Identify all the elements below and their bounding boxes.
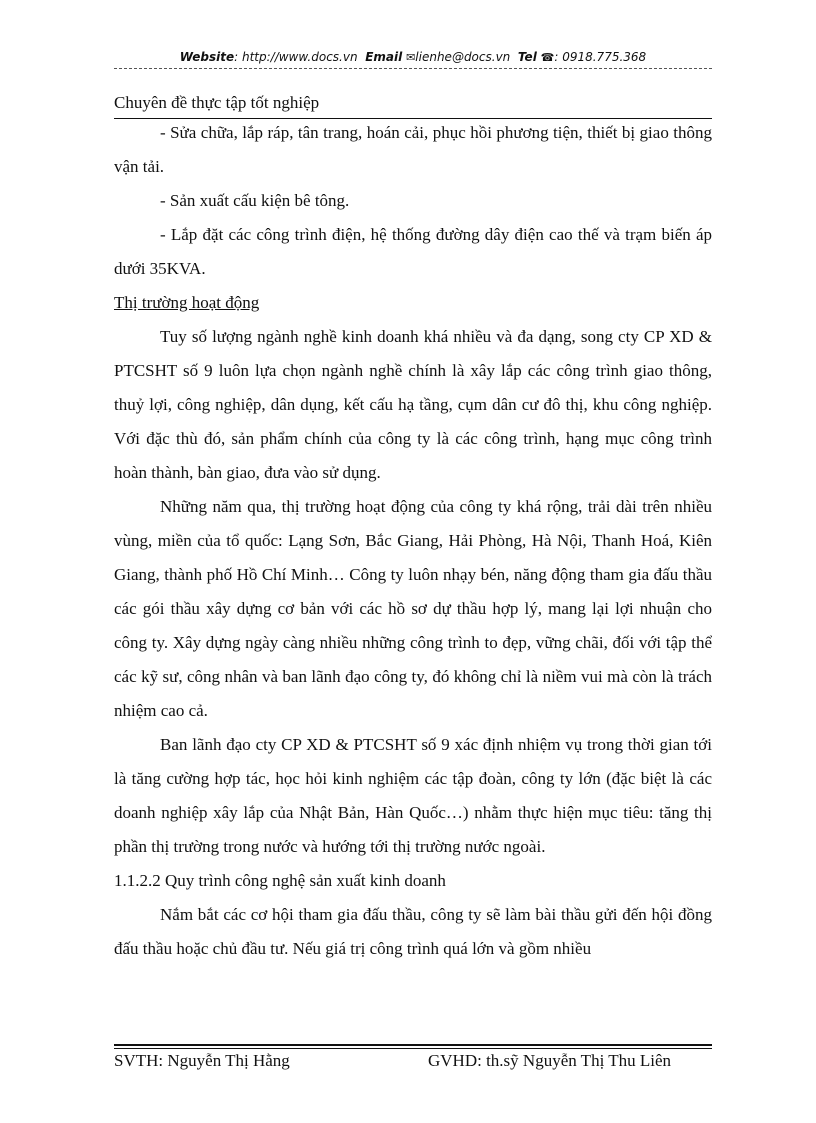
section-heading-market xyxy=(114,286,712,320)
paragraph-bidding: Nắm bắt các cơ hội tham gia đấu thầu, công ty sẽ làm bài thầu gửi đến hội đồng đấu thầu hoặc chủ đầu tư. Nếu giá trị công trình quá lớn và gồm nhiều xyxy=(114,905,712,958)
document-title: Chuyên đề thực tập tốt nghiệp xyxy=(114,93,320,112)
mailbox-icon: ✉ xyxy=(406,51,416,64)
footer-divider-thick xyxy=(114,1044,712,1046)
paragraph-bullet-electrical: - Lắp đặt các công trình điện, hệ thống đường dây điện cao thế và trạm biến áp dưới 35KVA. xyxy=(114,225,712,278)
paragraph-bullet-repair: - Sửa chữa, lắp ráp, tân trang, hoán cải, phục hồi phương tiện, thiết bị giao thông vận tải. xyxy=(114,123,712,176)
phone-icon: ☎ xyxy=(540,51,555,64)
footer-supervisor: GVHD: th.sỹ Nguyễn Thị Thu Liên xyxy=(428,1051,672,1070)
tel-label: Tel xyxy=(517,50,537,64)
website-label: Website xyxy=(179,50,235,64)
website-url[interactable]: : http://www.docs.vn xyxy=(234,50,358,64)
paragraph-leadership: Ban lãnh đạo cty CP XD & PTCSHT số 9 xác định nhiệm vụ trong thời gian tới là tăng cường hợp tác, học hỏi kinh nghiệm các tập đoàn, công ty lớn (đặc biệt là các doanh nghiệp xây lắp của Nhật Bản, Hàn Quốc…) nhằm thực hiện mục tiêu: tăng thị phần thị trường trong nước và hướng tới thị trường nước ngoài. xyxy=(114,735,712,856)
email-label: Email xyxy=(365,50,403,64)
paragraph-market-intro: Tuy số lượng ngành nghề kinh doanh khá nhiều và đa dạng, song cty CP XD & PTCSHT số 9 luôn lựa chọn ngành nghề chính là xây lắp các công trình giao thông, thuỷ lợi, công nghiệp, dân dụng, kết cấu hạ tầng, cụm dân cư đô thị, khu công nghiệp. Với đặc thù đó, sản phẩm chính của công ty là các công trình, hạng mục công trình hoàn thành, bàn giao, đưa vào sử dụng. xyxy=(114,327,712,482)
document-body xyxy=(114,116,712,966)
section-heading-process: 1.1.2.2 Quy trình công nghệ sản xuất kinh doanh xyxy=(114,871,446,890)
email-address[interactable]: lienhe@docs.vn xyxy=(415,50,511,64)
footer-divider-thin xyxy=(114,1048,712,1049)
header-divider xyxy=(114,68,712,69)
paragraph-bullet-concrete: - Sản xuất cấu kiện bê tông. xyxy=(160,191,350,210)
section-heading-market-text: Thị trường hoạt động xyxy=(114,293,260,312)
tel-number: : 0918.775.368 xyxy=(554,50,647,64)
site-header xyxy=(114,50,712,64)
paragraph-market-regions: Những năm qua, thị trường hoạt động của công ty khá rộng, trải dài trên nhiều vùng, miền của tổ quốc: Lạng Sơn, Bắc Giang, Hải Phòng, Hà Nội, Thanh Hoá, Kiên Giang, thành phố Hồ Chí Minh… Công ty luôn nhạy bén, năng động tham gia đấu thầu các gói thầu xây dựng cơ bản với các hồ sơ dự thầu hợp lý, mang lại lợi nhuận cho công ty. Xây dựng ngày càng nhiều những công trình to đẹp, vững chãi, đối với tập thể các kỹ sư, công nhân và ban lãnh đạo công ty, đó không chỉ là niềm vui mà còn là trách nhiệm cao cả. xyxy=(114,497,712,720)
footer-student: SVTH: Nguyễn Thị Hằng xyxy=(114,1051,290,1070)
